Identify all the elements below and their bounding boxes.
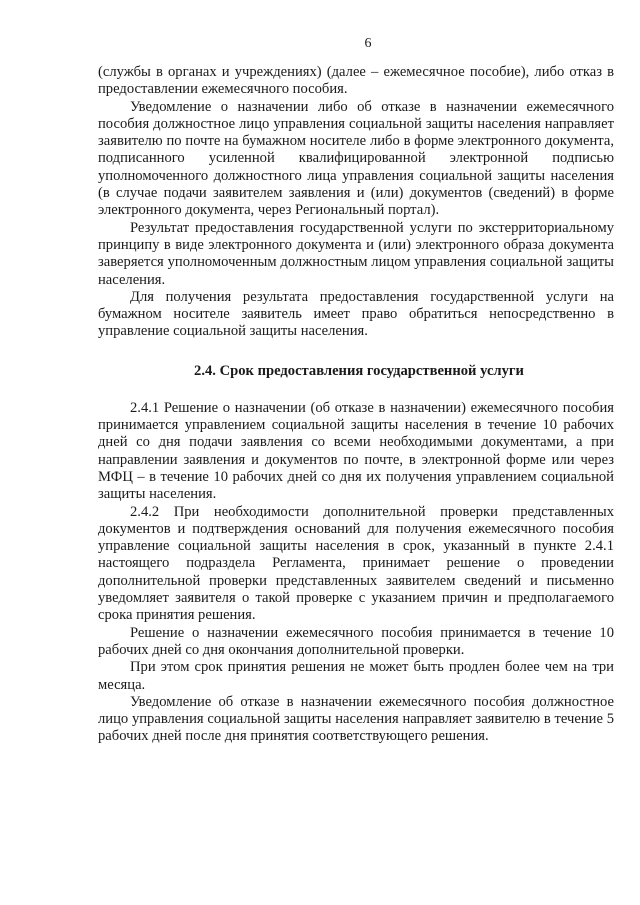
paragraph-decision-term: Решение о назначении ежемесячного пособия принимается в течение 10 рабочих дней со дня окончания дополнительной проверки.: [98, 624, 614, 658]
section-heading: 2.4. Срок предоставления государственной услуги: [194, 362, 524, 379]
paragraph-extension-limit: При этом срок принятия решения не может быть продлен более чем на три месяца.: [98, 659, 614, 693]
paragraph-continuation: (службы в органах и учреждениях) (далее – ежемесячное пособие), либо отказ в предоставлении ежемесячного пособия.: [98, 64, 614, 98]
paragraph-2-4-2: 2.4.2 При необходимости дополнительной проверки представленных документов и подтверждения оснований для получения ежемесячного пособия управление социальной защиты населения в срок, указанный в пункте 2.4.1 настоящего подраздела Регламента, принимает решение о проведении дополнительной проверки представленных заявителем сведений и письменно уведомляет заявителя о такой проверке с указанием причин и предполагаемого срока принятия решения.: [98, 503, 614, 624]
paragraph-extraterritorial: Результат предоставления государственной услуги по экстерриториальному принципу в виде электронного документа и (или) электронного образа документа заверяется уполномоченным должностным лицом управления социальной защиты населения.: [98, 219, 614, 288]
paragraph-2-4-1: 2.4.1 Решение о назначении (об отказе в назначении) ежемесячного пособия принимается управлением социальной защиты населения в течение 10 рабочих дней со дня подачи заявления со всеми необходимыми документами, а при направлении заявления и документов по почте, в электронной форме или через МФЦ – в течение 10 рабочих дней со дня их получения управлением социальной защиты населения.: [98, 399, 614, 503]
page-number: 6: [364, 36, 372, 51]
paragraph-paper-result: Для получения результата предоставления государственной услуги на бумажном носителе заявитель имеет право обратиться непосредственно в управление социальной защиты населения.: [98, 288, 614, 340]
paragraph-notification: Уведомление о назначении либо об отказе в назначении ежемесячного пособия должностное лицо управления социальной защиты населения направляет заявителю по почте на бумажном носителе либо в форме электронного документа, подписанного усиленной квалифицированной электронной подписью уполномоченного должностного лица управления социальной защиты населения (в случае подачи заявителем заявления и (или) документов (сведений) в форме электронного документа, через Региональный портал).: [98, 98, 614, 219]
paragraph-refusal-notice: Уведомление об отказе в назначении ежемесячного пособия должностное лицо управления социальной защиты населения направляет заявителю в течение 5 рабочих дней после дня принятия соответствующего решения.: [98, 693, 614, 745]
